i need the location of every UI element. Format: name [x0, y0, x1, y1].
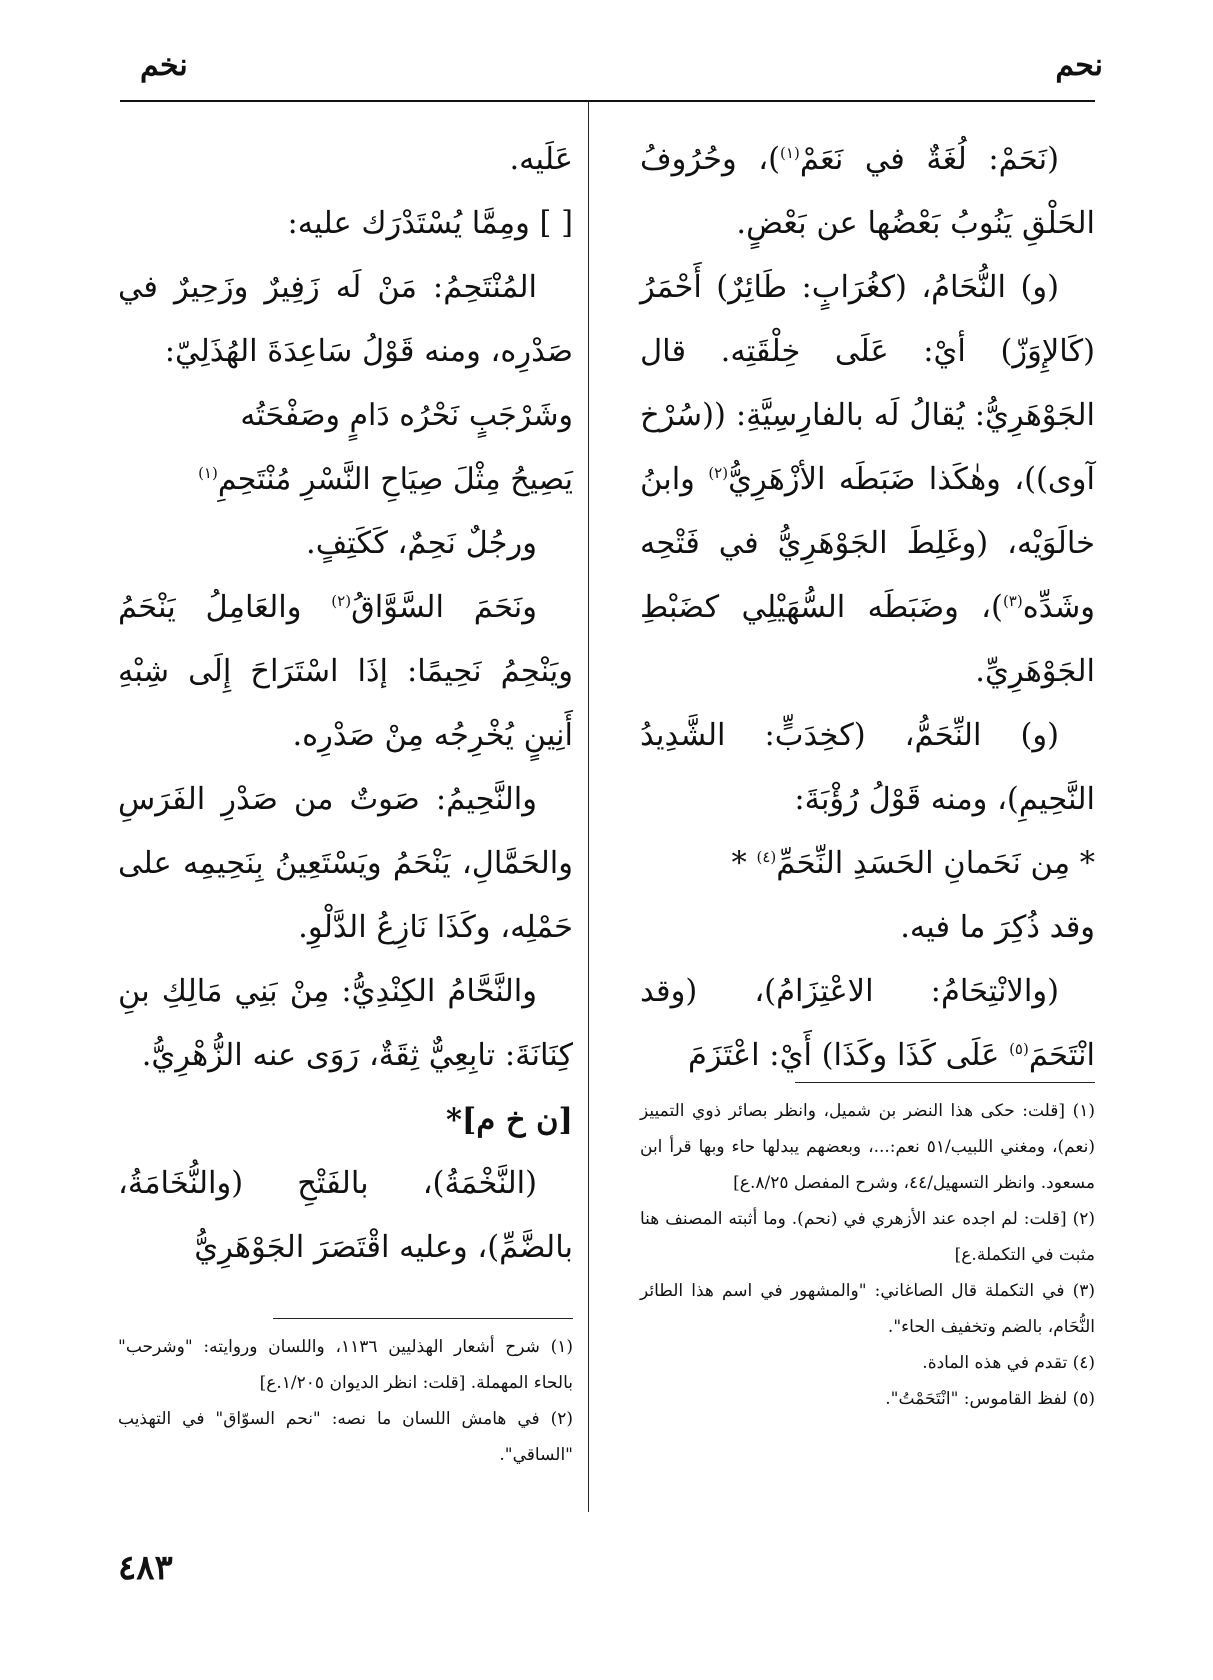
- footnote-ref: (٢): [331, 591, 352, 610]
- paragraph: [640, 256, 1095, 704]
- text: * مِن نَحَمانِ الحَسَدِ النِّحَمِّ: [776, 846, 1095, 881]
- text: عَلَيه.: [509, 142, 573, 177]
- footnote: (٢) [قلت: لم اجده عند الأزهري في (نحم). وما أثبته المصنف هنا مثبت في التكملة.ع]: [640, 1209, 1095, 1265]
- footnote-ref: (٣): [1002, 591, 1023, 610]
- footnote-rule: [795, 1082, 1095, 1083]
- footnote: (١) شرح أشعار الهذليين ١١٣٦، واللسان وروايته: "وشرحب" بالحاء المهملة. [قلت: انظر الديوان ١/٢٠٥.ع]: [118, 1337, 574, 1393]
- verse-line: [640, 832, 1095, 896]
- text: )، وضَبَطَه السُّهَيْلِي كضَبْطِ الجَوْهَرِيِّ.: [640, 590, 1095, 689]
- paragraph: [118, 192, 573, 256]
- verse-hemistich-1: [118, 384, 573, 448]
- text: والعَامِلُ يَنْحَمُ ويَنْحِمُ نَحِيمًا: إذَا اسْتَرَاحَ إِلَى شِبْهِ أَنِينٍ يُخْرِجُه مِنْ صَدْرِه.: [118, 590, 573, 753]
- paragraph: [640, 704, 1095, 832]
- paragraph: [640, 960, 1095, 1088]
- paragraph: [118, 1152, 573, 1280]
- running-head-left: نخم: [140, 48, 188, 83]
- entry-heading: [ن خ م]*: [445, 1102, 573, 1138]
- footnote-ref: (٤): [756, 847, 777, 866]
- verse-hemistich-2: [118, 448, 573, 512]
- text: المُنْتَحِمُ: مَنْ لَه زَفِيرٌ وزَحِيرٌ في صَدْرِه، ومنه قَوْلُ سَاعِدَةَ الهُذَلِيّ:: [118, 270, 573, 369]
- paragraph: [640, 896, 1095, 960]
- footnote: (١) [قلت: حكى هذا النضر بن شميل، وانظر بصائر ذوي التمييز (نعم)، ومغني اللبيب/٥١ نعم:...، وبعضهم يبدلها حاء وبها قرأ ابن مسعود. وانظر التسهيل/٤٤، وشرح المفصل ٨/٢٥.ع]: [640, 1101, 1095, 1193]
- text: (و) النُّحَامُ، (كغُرَابٍ: طَائِرٌ) أَحْمَرُ (كَالإِوَزّ) أيْ: عَلَى خِلْقَتِه. قال الجَوْهَرِيُّ: يُقالُ لَه بالفارِسِيَّةِ: ((سُرْخ آوى))، وهٰكَذا ضَبَطَه الأزْهَرِيُّ: [640, 270, 1095, 497]
- text: والنَّحِيمُ: صَوتٌ من صَدْرِ الفَرَسِ والحَمَّالِ، يَنْحَمُ ويَسْتَعِينُ بِنَحِيمِه على حَمْلِه، وكَذَا نَازِعُ الدَّلْوِ.: [118, 782, 573, 945]
- footnotes-left: [118, 1318, 573, 1473]
- text: وشَرْجَبٍ نَحْرُه دَامٍ وصَفْحَتُه: [240, 398, 573, 433]
- footnote-ref: (١): [198, 464, 218, 482]
- left-column: [118, 128, 573, 1280]
- right-column: [640, 128, 1095, 1088]
- footnote-rule: [273, 1318, 573, 1319]
- text: يَصِيحُ مِثْلَ صِيَاحِ النَّسْرِ مُنْتَحِمِ: [217, 462, 573, 497]
- text: والنَّحَّامُ الكِنْدِيُّ: مِنْ بَنِي مَالِكِ بنِ كِنَانَةَ: تابِعِيٌّ ثِقَةٌ، رَوَى عنه الزُّهْرِيُّ.: [118, 974, 573, 1073]
- text: (النَّخْمَةُ)، بالفَتْحِ (والنُّخَامَةُ، بالضَّمِّ)، وعليه اقْتَصَرَ الجَوْهَرِيُّ: [118, 1166, 573, 1265]
- footnote: (٥) لفظ القاموس: "انْتَحَمْتُ".: [885, 1389, 1095, 1409]
- text: *: [731, 846, 757, 881]
- footnote-ref: (١): [780, 143, 800, 162]
- footnote: (٤) تقدم في هذه المادة.: [922, 1353, 1095, 1373]
- text: [ ] ومِمَّا يُسْتَدْرَك عليه:: [287, 206, 573, 241]
- paragraph: [118, 960, 573, 1088]
- footnote-ref: (٥): [1009, 1039, 1029, 1058]
- text: (و) النِّحَمُّ، (كخِدَبٍّ: الشَّدِيدُ النَّحِيمِ)، ومنه قَوْلُ رُؤْبَةَ:: [640, 718, 1095, 817]
- paragraph: [118, 576, 573, 768]
- text: وابنُ خالَوَيْه، (وغَلِطَ الجَوْهَرِيُّ في فَتْحِه وشَدِّه: [640, 462, 1095, 625]
- paragraph: [118, 256, 573, 384]
- text: وقد ذُكِرَ ما فيه.: [900, 910, 1095, 945]
- text: ونَحَمَ السَّوَّاقُ: [351, 590, 537, 625]
- header-rule: [120, 100, 1095, 102]
- footnote-ref: (٢): [708, 463, 729, 482]
- paragraph: [118, 512, 573, 576]
- text: عَلَى كَذَا وكَذَا) أَيْ: اعْتَزَمَ: [688, 1038, 1010, 1073]
- paragraph: [118, 128, 573, 192]
- paragraph: [640, 128, 1095, 256]
- column-divider: [588, 102, 589, 1512]
- page-number: ٤٨٣: [118, 1548, 173, 1588]
- text: (نَحَمْ: لُغَةٌ في نَعَمْ: [799, 142, 1059, 177]
- text: )، وحُرُوفُ الحَلْقِ يَنُوبُ بَعْضُها عن بَعْضٍ.: [640, 142, 1095, 241]
- running-head-right: نحم: [1055, 48, 1103, 83]
- footnote: (٢) في هامش اللسان ما نصه: "نحم السوّاق" في التهذيب "الساقي".: [118, 1409, 573, 1465]
- footnote: (٣) في التكملة قال الصاغاني: "والمشهور في اسم هذا الطائر النُّحَام، بالضم وتخفيف الحاء".: [640, 1281, 1095, 1337]
- text: ورجُلٌ نَحِمٌ، كَكَتِفٍ.: [306, 526, 537, 561]
- text: (والانْتِحَامُ: الاعْتِزَامُ)، (وقد انْتَحَمَ: [640, 974, 1095, 1073]
- paragraph: [118, 768, 573, 960]
- footnotes-right: [640, 1082, 1095, 1417]
